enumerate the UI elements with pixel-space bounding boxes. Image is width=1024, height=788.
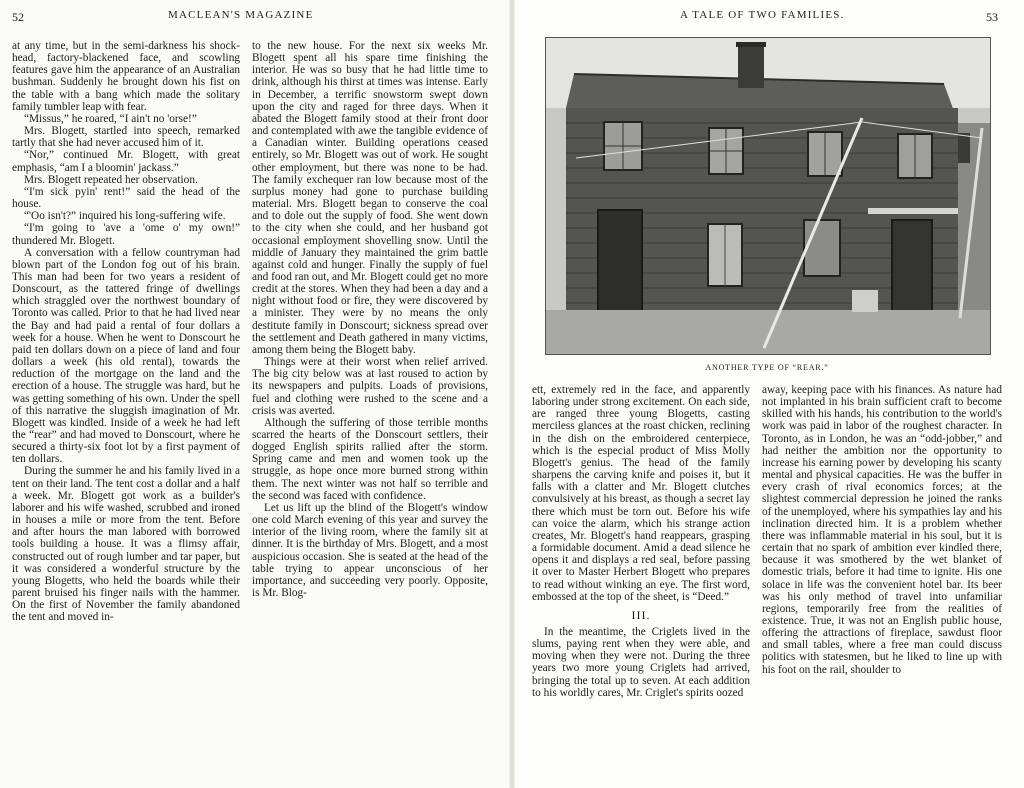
- paragraph: “'Oo isn't?” inquired his long-suffering wife.: [24, 210, 226, 223]
- page-gutter: [509, 0, 515, 788]
- paragraph: Let us lift up the blind of the Blogett's window one cold March evening of this year and survey the interior of the living room, where the family sit at dinner. It is the birthday of Mrs. Blogett, and a most auspicious occasion. She is seated at the head of the table trying to appear unconscious of her importance, and succeeding very poorly. Opposite, is Mr. Blog-: [252, 501, 488, 600]
- right-running-head: A TALE OF TWO FAMILIES.: [680, 9, 845, 21]
- right-column-2: [762, 384, 1002, 776]
- paragraph: ett, extremely red in the face, and apparently laboring under strong excitement. On each side, are ranged three young Blogetts, casting merciless glances at the roast chicken, reclining in the dish on the embroidered centerpiece, which is the especial product of Miss Molly Blogett's genius. The head of the family sharpens the carving knife and poises it, but it falls with a clatter and Mr. Blogett clutches convulsively at his breast, as though a secret lay there which must be torn out. Before his wife can voice the alarm, which his strange action creates, Mr. Blogett's hand reappears, grasping a formidable document. Amid a dead silence he opens it and displays a red seal, before passing it over to Master Herbert Blogett who prepares to read without winking an eye. The first word, embossed at the top of the sheet, is “Deed.”: [532, 384, 750, 603]
- paragraph: “I'm going to 'ave a 'ome o' my own!” thundered Mr. Blogett.: [12, 222, 240, 247]
- paragraph: Although the suffering of those terrible months scarred the hearts of the Donscourt settlers, their dogged English spirits rallied after the storm. Spring came and men and women took up the struggle, as hope once more burned strong within them. The next winter was not half so terrible and the second was faced with confidence.: [252, 416, 488, 502]
- paragraph: at any time, but in the semi-darkness his shock-head, factory-blackened face, and scowling features gave him the appearance of an Australian bushman. Suddenly he brought down his fist on the table with a bang which made the solitary family tumbler leap with fear.: [12, 40, 240, 113]
- paragraph: “I'm sick pyin' rent!” said the head of the house.: [12, 185, 240, 211]
- left-page-number: 52: [12, 10, 24, 24]
- paragraph: Mrs. Blogett repeated her observation.: [24, 173, 198, 186]
- paragraph: Mrs. Blogett, startled into speech, remarked tartly that she had never accused him of it.: [12, 125, 240, 150]
- house-photo-illustration: [546, 38, 990, 354]
- left-column-2: [252, 40, 488, 772]
- section-heading: III.: [631, 607, 651, 622]
- right-page: [512, 0, 1024, 788]
- right-column-1: [532, 384, 750, 776]
- paragraph: A conversation with a fellow countryman had blown part of the London fog out of his brain. This man had been for two years a resident of Donscourt, as the tattered fringe of dwellings which straggled over the northwest boundary of Toronto was called. Prior to that he had lived near the Bay and had paid a rental of four dollars a week for a house. When he went to Donscourt he paid ten dollars down on a piece of land and four dollars a week (his old rental), towards the reduction of the mortgage on the land and the erection of a house. The struggle was hard, but he was getting something of his own. Under the spell of this narrative the sluggish imagination of Mr. Blogett was kindled. Inside of a week he had left the “rear” and had moved to Donscourt, where he secured a thirty-six foot lot by a first payment of ten dollars.: [12, 246, 240, 466]
- paragraph: “Missus,” he roared, “I ain't no 'orse!”: [24, 112, 197, 125]
- paragraph: to the new house. For the next six weeks Mr. Blogett spent all his spare time finishing the interior. He was so busy that he had little time to drink, although his thirst at times was intense. Early in December, a terrific snowstorm swept down upon the city and raged for three days. When it abated the Blogett family stood at their front door and contemplated with awe the tangible evidence of a Canadian winter. Building operations ceased entirely, so Mr. Blogett was out of work. He sought other employment, but there was none to be had. The family exchequer ran low because most of the surplus money had gone to purchase building material. Mrs. Blogett began to conserve the coal and to dole out the supply of food. She went down to the city when she could, and her husband got occasional employment shovelling snow. Until the middle of January they maintained the grim battle against cold and hunger. Finally the supply of fuel and food ran out, and Mr. Blogett could get no more credit at the stores. When they had been a day and a night without food or fire, they were discovered by a minister. They were by no means the only destitute family in Donscourt; sickness spread over the settlement and Death gathered in many victims, among them being the Blogett baby.: [252, 40, 488, 356]
- paragraph: away, keeping pace with his finances. As nature had not implanted in his brain sufficient craft to become skilled with his hands, his contribution to the world's work was paid in labor of the roughest character. In Toronto, as in London, he was an “odd-jobber,” and had neither the ambition nor the opportunity to increase his earning power by developing his scanty mental and physical capacities. He was the buffer in every crash of rival economics forces; at the slightest commercial depression he joined the ranks of the unemployed, where his sympathies lay and his inclination directed him. It is a problem whether there was inflammable material in his soul, but it is certain that no spark of ambition ever kindled there, because it was smothered by the wet blanket of domestic trials, before it had time to ignite. His one solace in life was the convenient hotel bar. Its beer was his only method of travel into unfamiliar regions, temporarily free from the realities of existence. True, it was not an English public house, offering the attractions of fireplace, sawdust floor and small tables, where a free man could discuss politics with statesmen, but he liked to line up with his foot on the rail, shoulder to: [762, 384, 1002, 676]
- right-page-number: 53: [986, 10, 998, 24]
- house-photograph: [545, 37, 991, 355]
- paragraph: During the summer he and his family lived in a tent on their land. The tent cost a dollar and a half a week. Mr. Blogett got work as a builder's laborer and his wife washed, scrubbed and ironed in houses a mile or more from the tent. Before and after hours the man labored with borrowed tools building a house. It was a flimsy affair, constructed out of rough lumber and tar paper, but it was considered a wonderful structure by the young Blogetts, who held the boards while their parent bruised his finger nails with the hammer. On the first of November the family abandoned the tent and moved in-: [12, 465, 240, 624]
- left-column-1: [12, 40, 240, 772]
- paragraph: Things were at their worst when relief arrived. The big city below was at last roused to action by its newspapers and pulpits. Loads of provisions, fuel and clothing were rushed to the scene and a crisis was averted.: [252, 356, 488, 417]
- paragraph: In the meantime, the Criglets lived in the slums, paying rent when they were able, and moving when they were not. During the three years two more young Criglets had arrived, bringing the total up to seven. At each addition to his worldly cares, Mr. Criglet's spirits oozed: [532, 625, 750, 699]
- photo-caption: ANOTHER TYPE OF “REAR.”: [705, 363, 829, 372]
- left-running-head: MACLEAN'S MAGAZINE: [168, 9, 314, 21]
- paragraph: “Nor,” continued Mr. Blogett, with great emphasis, “am I a bloomin' jackass.”: [12, 149, 240, 174]
